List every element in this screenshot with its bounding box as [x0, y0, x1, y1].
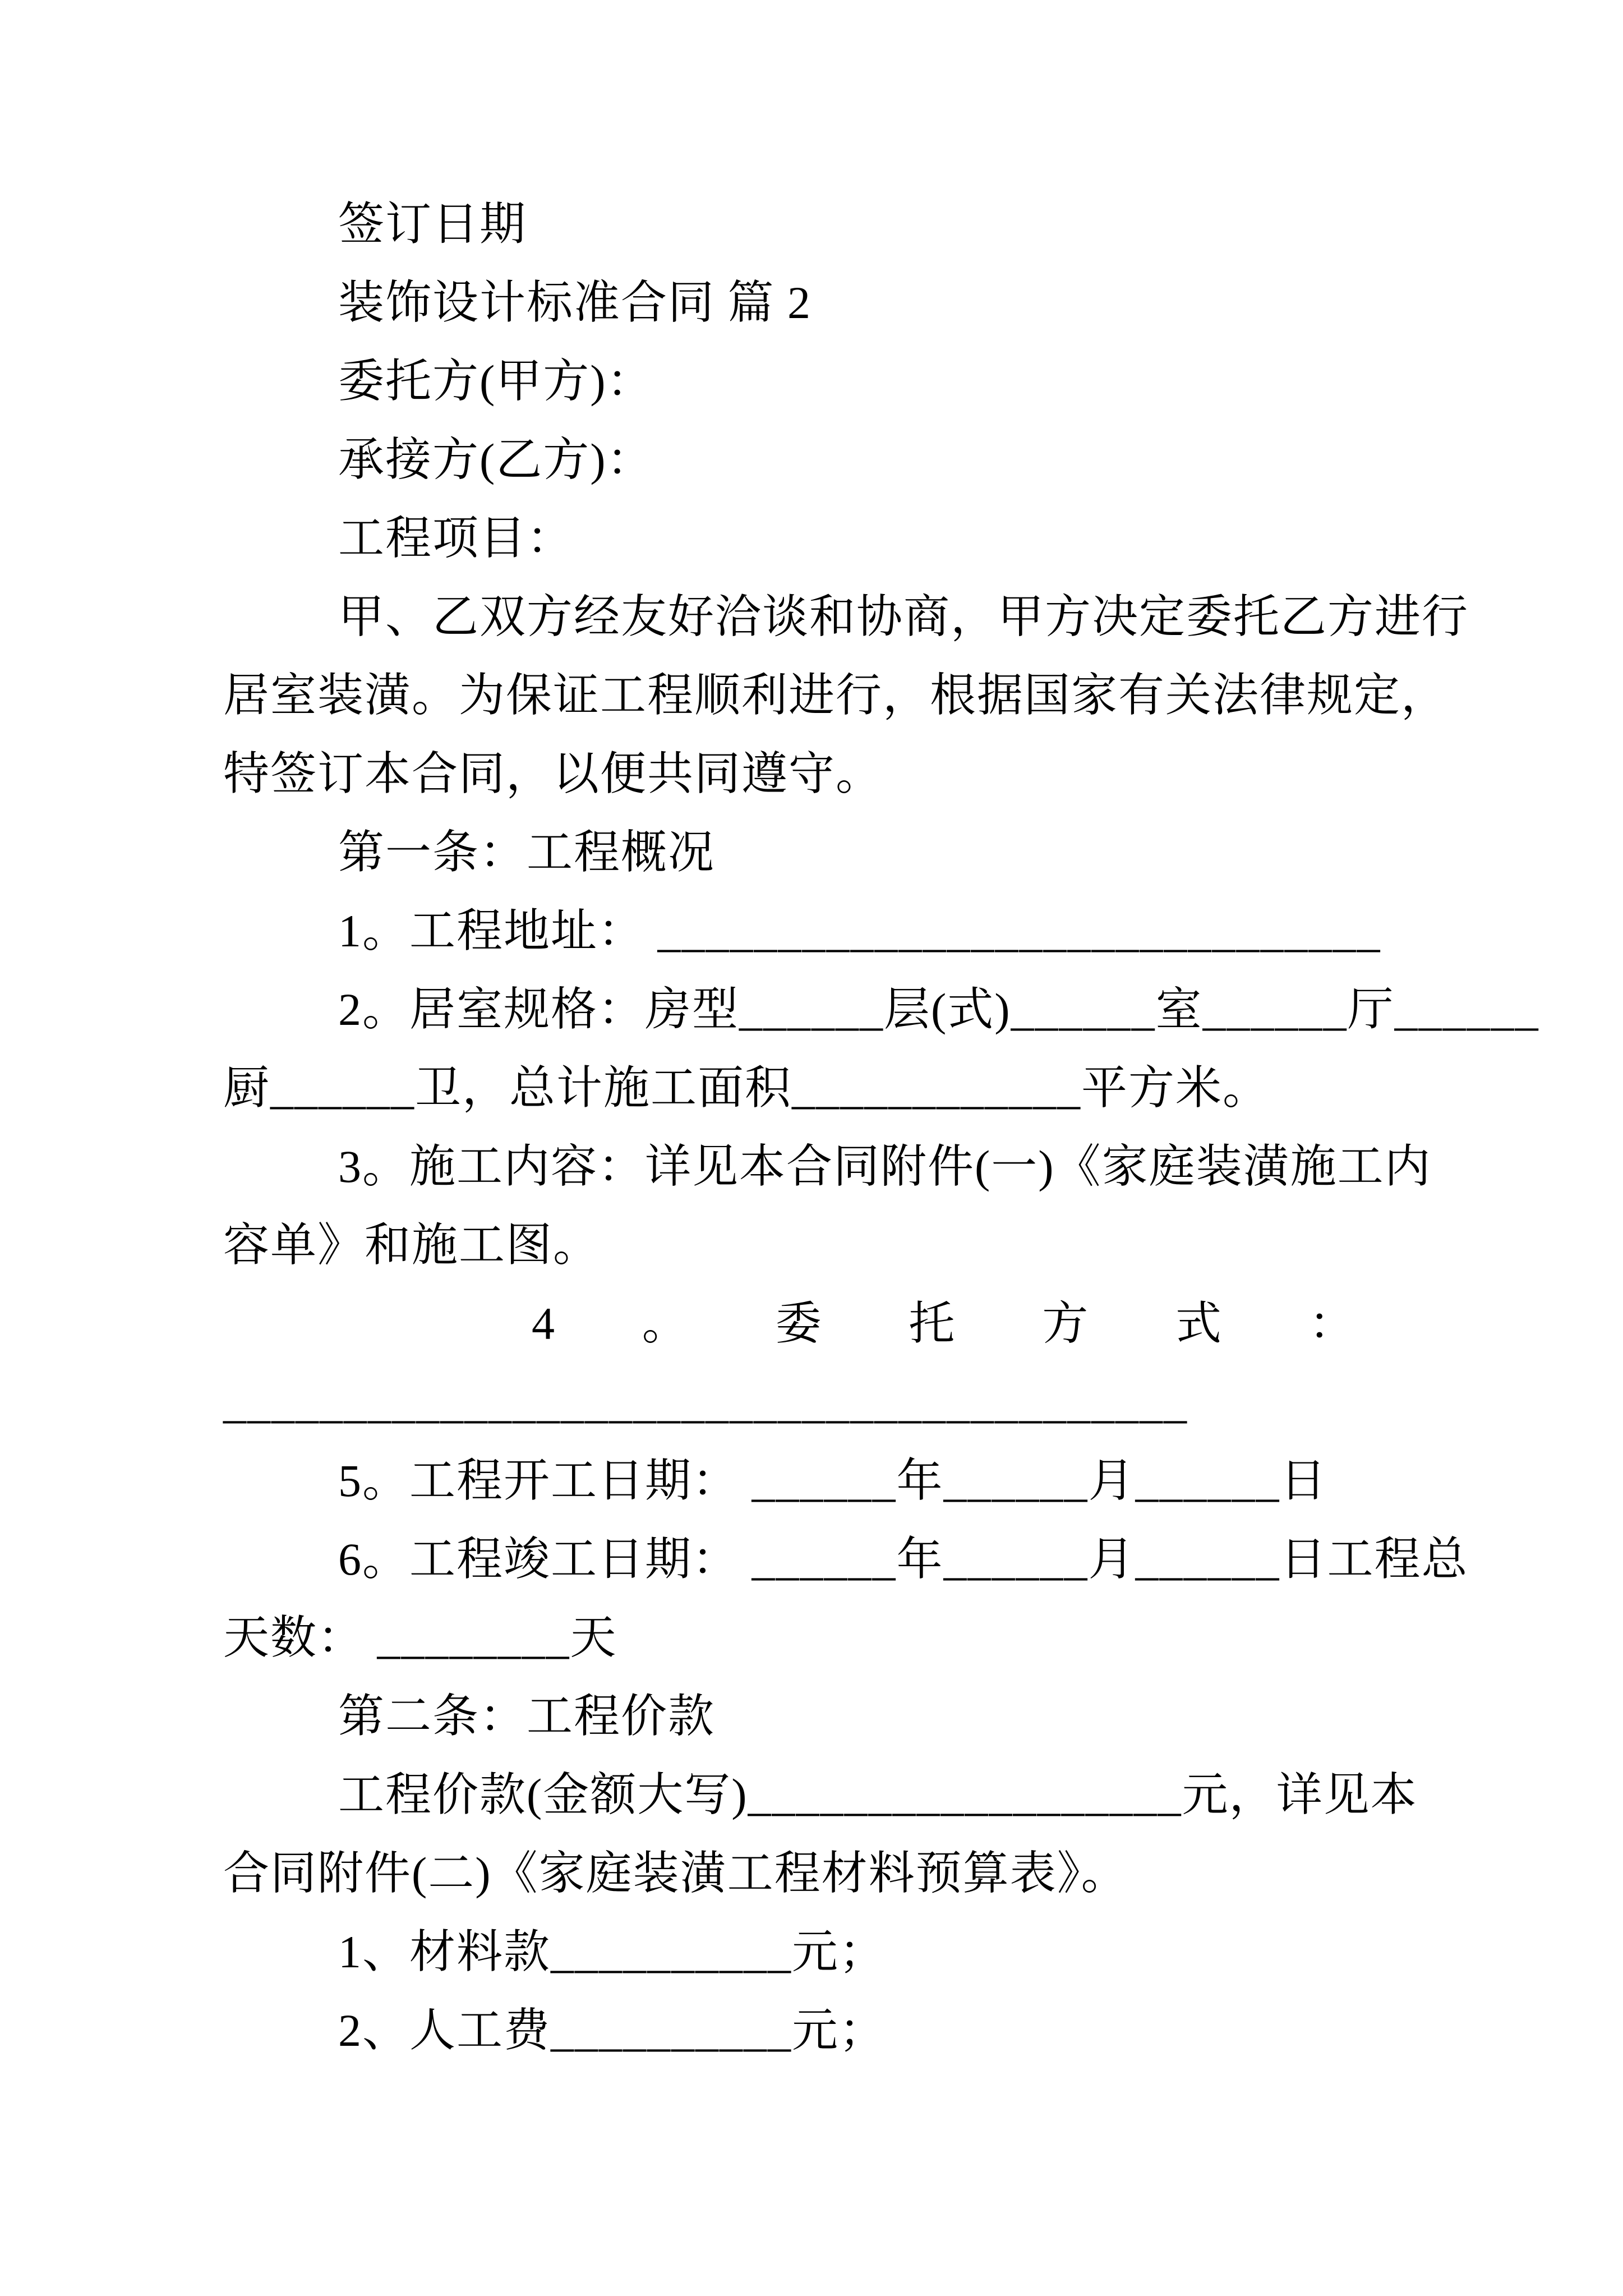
text-line: 第二条：工程价款	[338, 1691, 716, 1742]
text-line: 合同附件(二)《家庭装潢工程材料预算表》。	[223, 1848, 1128, 1899]
text-line: 第一条：工程概况	[338, 827, 716, 878]
text-line: 特签订本合同，以便共同遵守。	[223, 748, 883, 799]
text-line: 厨______卫，总计施工面积____________平方米。	[223, 1062, 1270, 1114]
text-line: 6。工程竣工日期： ______年______月______日工程总	[338, 1534, 1469, 1585]
text-line: 工程价款(金额大写)__________________元，详见本	[338, 1769, 1418, 1820]
text-line: 居室装潢。为保证工程顺利进行，根据国家有关法律规定，	[223, 670, 1449, 721]
text-line: 天数： ________天	[223, 1612, 617, 1663]
text-line: ________________________________________	[223, 1377, 1188, 1428]
text-line: 工程项目：	[338, 513, 574, 564]
text-line: 1、材料款__________元；	[338, 1926, 887, 1977]
text-line: 装饰设计标准合同 篇 2	[338, 277, 812, 328]
text-line: 4。委托方式：	[532, 1298, 1442, 1349]
document-body	[223, 185, 1539, 2070]
text-line: 承接方(乙方)：	[338, 434, 654, 485]
text-line: 1。工程地址： ______________________________	[338, 905, 1381, 956]
text-line: 委托方(甲方)：	[338, 356, 654, 407]
text-line: 容单》和施工图。	[223, 1220, 601, 1271]
text-line: 甲、乙双方经友好洽谈和协商，甲方决定委托乙方进行	[338, 591, 1469, 642]
text-line: 5。工程开工日期： ______年______月______日	[338, 1455, 1327, 1506]
text-line: 2。居室规格：房型______层(式)______室______厅______	[338, 984, 1539, 1035]
text-line: 3。施工内容：详见本合同附件(一)《家庭装潢施工内	[338, 1141, 1432, 1192]
text-line: 2、人工费__________元；	[338, 2005, 887, 2056]
text-line: 签订日期	[338, 199, 527, 250]
